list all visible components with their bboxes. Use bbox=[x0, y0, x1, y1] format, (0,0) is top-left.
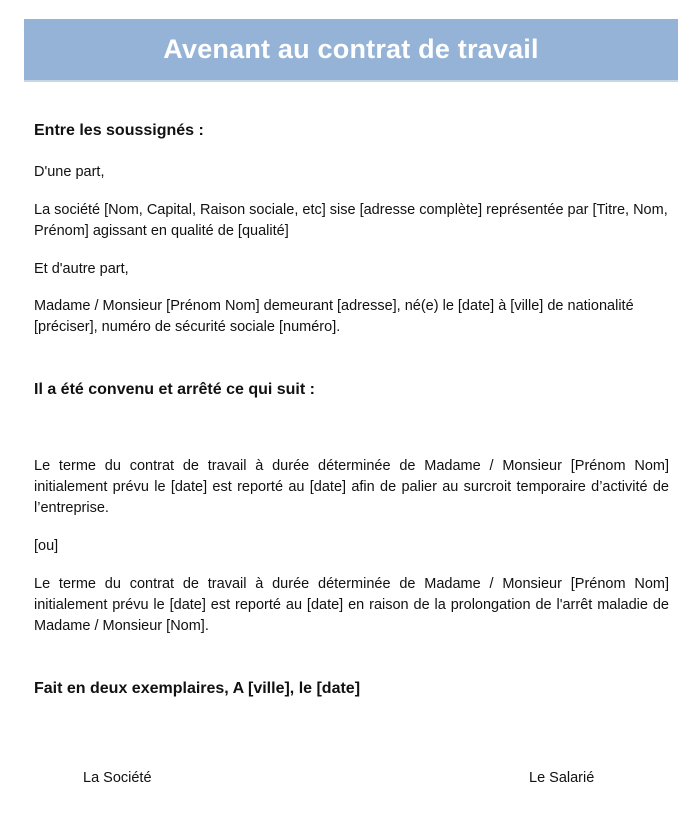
signature-company: La Société bbox=[83, 770, 152, 786]
party2-text: Madame / Monsieur [Prénom Nom] demeurant [adresse], né(e) le [date] à [ville] de nationalité [préciser], numéro de sécurité sociale [numéro]. bbox=[34, 298, 634, 335]
heading-parties: Entre les soussignés : bbox=[34, 122, 204, 139]
party1-intro: D'une part, bbox=[34, 164, 105, 180]
clause-or: [ou] bbox=[34, 538, 59, 554]
party1-text: La société [Nom, Capital, Raison sociale, etc] sise [adresse complète] représentée par [Titre, Nom, Prénom] agissant en qualité de [qualité] bbox=[34, 202, 668, 239]
document-title: Avenant au contrat de travail bbox=[163, 34, 539, 64]
signature-employee: Le Salarié bbox=[529, 770, 595, 786]
clause-option-2: Le terme du contrat de travail à durée déterminée de Madame / Monsieur [Prénom Nom] initialement prévu le [date] est reporté au [date] en raison de la prolongation de l'arrêt maladie de Madame / Monsieur [Nom]. bbox=[34, 576, 669, 634]
heading-agreement: Il a été convenu et arrêté ce qui suit : bbox=[34, 381, 315, 398]
clause-option-1: Le terme du contrat de travail à durée déterminée de Madame / Monsieur [Prénom Nom] initialement prévu le [date] est reporté au [date] afin de palier au surcroit temporaire d’activité de l’entreprise. bbox=[34, 458, 669, 516]
title-banner bbox=[24, 19, 678, 82]
party2-intro: Et d'autre part, bbox=[34, 261, 129, 277]
closing-statement: Fait en deux exemplaires, A [ville], le [date] bbox=[34, 680, 361, 697]
